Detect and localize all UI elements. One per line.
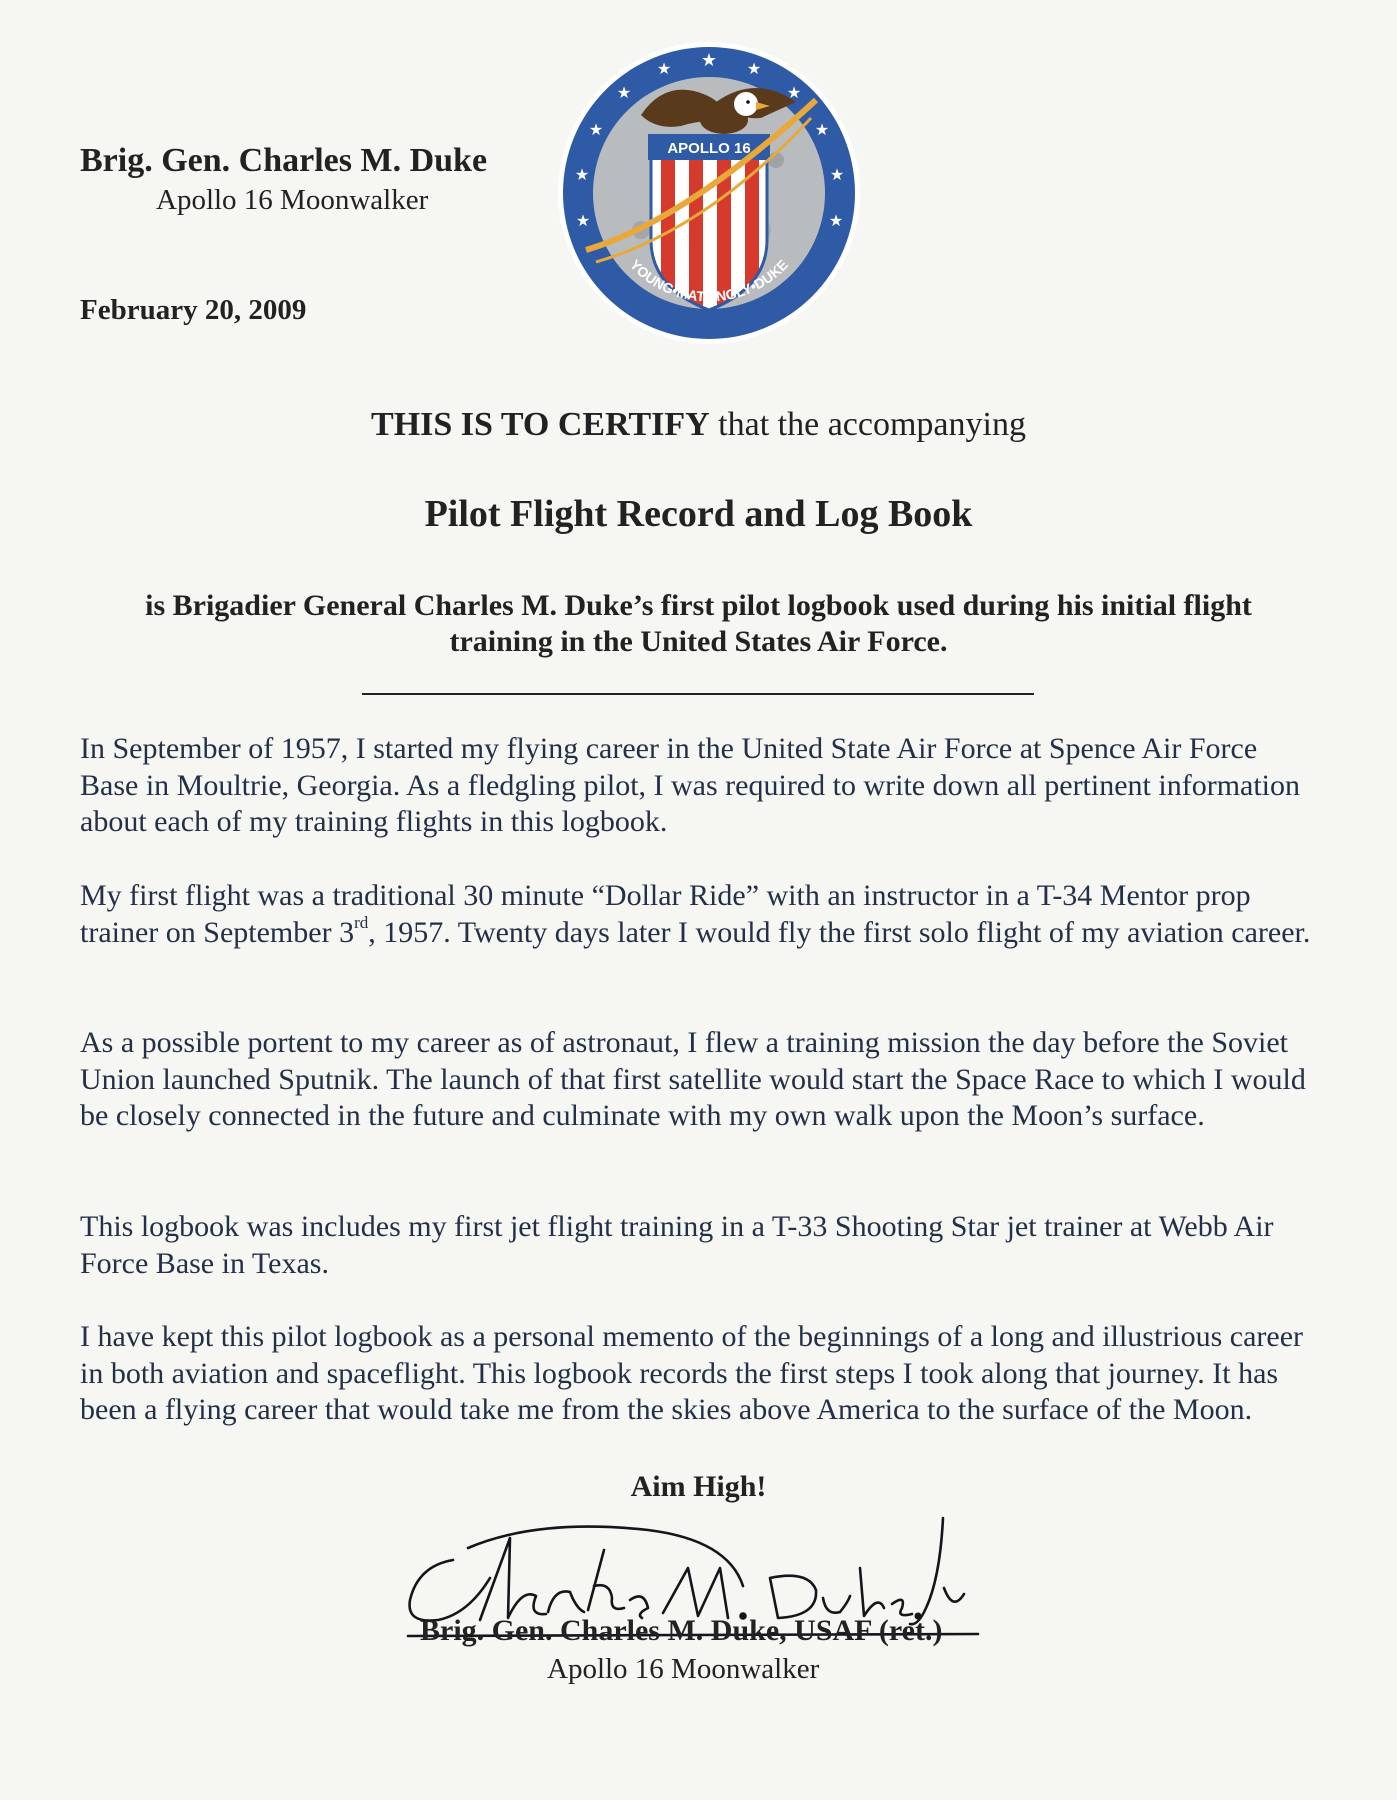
svg-text:★: ★ [746, 61, 762, 78]
paragraph-1: In September of 1957, I started my flying career in the United State Air Force at Spence Air Force Base in Moultrie, Georgia. As a fledgling pilot, I was required to write down all pertinent information about each of my training flights in this logbook. [80, 732, 1301, 838]
signer-name: Brig. Gen. Charles M. Duke, USAF (ret.) [420, 1614, 943, 1647]
certify-bold-text: THIS IS TO CERTIFY [371, 406, 710, 443]
paragraph-3: As a possible portent to my career as of astronaut, I flew a training mission the day before the Soviet Union launched Sputnik. The launch of that first satellite would start the Space Race to which I would be closely connected in the future and culminate with my own walk upon the Moon’s surface. [80, 1026, 1306, 1132]
apollo-16-mission-patch [556, 40, 862, 346]
certification-statement: is Brigadier General Charles M. Duke’s first pilot logbook used during his initial flight training in the United States Air Force. [145, 589, 1252, 658]
svg-text:★: ★ [616, 85, 632, 102]
paragraph-2 [80, 878, 1320, 951]
paragraph-2-start: My first flight was a traditional 30 minute “Dollar Ride” with an instructor in a T-34 Mentor prop trainer on September 3 [80, 879, 1251, 949]
closing-motto: Aim High! [630, 1470, 767, 1503]
header-name: Brig. Gen. Charles M. Duke [80, 142, 488, 179]
svg-text:★: ★ [575, 213, 591, 230]
header-subtitle: Apollo 16 Moonwalker [156, 184, 429, 216]
signer-title: Apollo 16 Moonwalker [547, 1653, 820, 1685]
svg-text:★: ★ [786, 85, 802, 102]
svg-text:★: ★ [574, 167, 590, 184]
ordinal-suffix: rd [354, 912, 369, 932]
svg-text:★: ★ [700, 50, 718, 70]
certify-rest-text: that the accompanying [709, 406, 1026, 443]
paragraph-2-end: , 1957. Twenty days later I would fly the first solo flight of my aviation career. [368, 915, 1311, 949]
svg-text:★: ★ [656, 61, 672, 78]
svg-text:★: ★ [828, 213, 844, 230]
svg-text:★: ★ [588, 122, 604, 139]
document-date: February 20, 2009 [80, 294, 307, 326]
paragraph-4: This logbook was includes my first jet flight training in a T-33 Shooting Star jet trainer at Webb Air Force Base in Texas. [80, 1210, 1274, 1280]
record-title: Pilot Flight Record and Log Book [424, 493, 973, 535]
svg-text:★: ★ [829, 167, 845, 184]
paragraph-5: I have kept this pilot logbook as a personal memento of the beginnings of a long and illustrious career in both aviation and spaceflight. This logbook records the first steps I took along that journey. It has been a flying career that would take me from the skies above America to the surface of the Moon. [80, 1320, 1304, 1426]
patch-crew-label: YOUNG•MATTINGLY•DUKE [626, 256, 792, 305]
svg-text:★: ★ [814, 122, 830, 139]
certification-lead [0, 406, 1397, 444]
divider-line [362, 693, 1034, 695]
patch-mission-label: APOLLO 16 [667, 140, 751, 157]
